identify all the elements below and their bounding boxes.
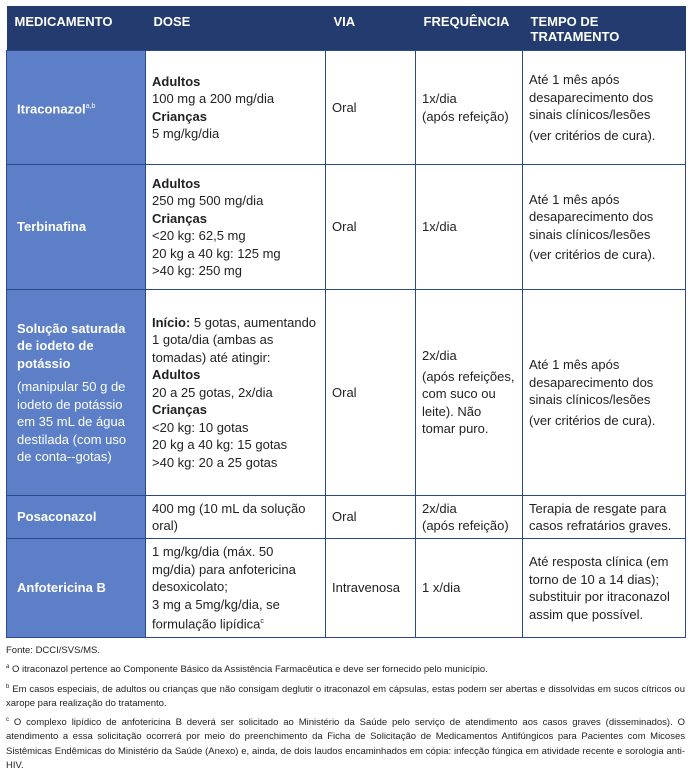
dose-alt [152, 596, 319, 633]
medication-name-text: Itraconazol [17, 100, 86, 116]
freq-main: 2x/dia [422, 500, 457, 516]
via-cell: Intravenosa [326, 539, 416, 638]
dose-adultos-label: Adultos [152, 73, 201, 89]
table-row [7, 539, 686, 638]
via-cell: Oral [326, 496, 416, 539]
dose-criancas-2: 20 kg a 40 kg: 15 gotas [152, 437, 288, 453]
tempo-detail: (ver critérios de cura). [529, 412, 656, 428]
tempo-cell [523, 51, 686, 165]
treatment-table [6, 6, 686, 638]
tempo-cell [523, 539, 686, 638]
header-frequencia: FREQUÊNCIA [416, 6, 523, 51]
medication-name-note: (manipular 50 g de iodeto de potássio em 35 mL de água destilada (com uso de conta--gotas) [17, 379, 127, 464]
dose-inicio-label: Início: [152, 314, 191, 330]
dose-criancas-3: >40 kg: 250 mg [152, 263, 242, 278]
dose-adultos: 100 mg a 200 mg/dia [152, 91, 275, 106]
dose-inicio [152, 314, 319, 367]
freq-cell [416, 51, 523, 165]
dose-cell [146, 290, 326, 496]
via-cell: Oral [326, 165, 416, 290]
tempo-cell [523, 290, 686, 496]
tempo-detail: (ver critérios de cura). [529, 247, 656, 262]
via-cell: Oral [326, 290, 416, 496]
header-medicamento: MEDICAMENTO [7, 6, 146, 51]
medication-name-text: Solução saturada de iodeto de potássio [17, 320, 126, 371]
medication-name: Posaconazol [7, 496, 146, 539]
freq-main: 1x/dia [422, 219, 457, 235]
via-cell: Oral [326, 51, 416, 165]
footnote-c-mark: c [6, 717, 9, 724]
footnote-a-text: O itraconazol pertence ao Componente Básico da Assistência Farmacêutica e deve ser fornecido pelo município. [11, 664, 488, 676]
dose-criancas-2: 20 kg a 40 kg: 125 mg [152, 245, 281, 261]
dose-adultos-label: Adultos [152, 367, 201, 383]
footnote-b [6, 680, 685, 712]
freq-detail: (após refeição) [422, 518, 509, 533]
dose-cell [146, 496, 326, 539]
dose-criancas-3: >40 kg: 20 a 25 gotas [152, 454, 278, 470]
dose-cell [146, 539, 326, 638]
freq-main: 1x/dia [422, 91, 457, 106]
table-row [7, 290, 686, 496]
tempo-main: Até resposta clínica (em torno de 10 a 14 dias); substituir por itraconazol assim que possível. [529, 554, 670, 622]
medication-name: Anfotericina B [7, 539, 146, 638]
medication-name [7, 51, 146, 165]
dose-criancas: 5 mg/kg/dia [152, 126, 220, 141]
dose-adultos-label: Adultos [152, 175, 201, 191]
footnote-a-mark: a [6, 664, 10, 671]
table-row [7, 51, 686, 165]
dose-cell [146, 165, 326, 290]
footnote-a [6, 660, 685, 677]
table-notes [6, 644, 685, 773]
dose-criancas-label: Crianças [152, 210, 207, 226]
header-tempo: TEMPO DE TRATAMENTO [523, 6, 686, 51]
source-note: Fonte: DCCI/SVS/MS. [6, 645, 100, 656]
tempo-main: Até 1 mês após desaparecimento dos sinais clínicos/lesões [529, 191, 654, 242]
freq-main: 2x/dia [422, 348, 457, 364]
tempo-cell [523, 165, 686, 290]
freq-cell [416, 539, 523, 638]
footnote-mark: c [260, 618, 264, 626]
medication-name: Terbinafina [7, 165, 146, 290]
dose-criancas-label: Crianças [152, 108, 207, 124]
footnote-b-text: Em casos especiais, de adultos ou crianças que não consigam deglutir o itraconazol em cápsulas, estas podem ser abertas e dissolvidas em sucos cítricos ou xarope para realização do tratamento. [6, 683, 685, 709]
dose-main: 1 mg/kg/dia (máx. 50 mg/dia) para anfotericina desoxicolato; [152, 544, 296, 595]
footnote-c-text: O complexo lipídico de anfotericina B deverá ser solicitado ao Ministério da Saúde pelo serviço de atendimento aos casos graves (disseminados). O atendimento a essa solicitação ocorrerá por meio do preenchimento da Ficha de Solicitação de Medicamentos Antifúngicos para Pacientes com Micoses Sistêmicas Endêmicas do Ministério da Saúde (Anexo) e, ainda, de dois laudos encaminhados em cópia: infecção fúngica em atividade recente e sorologia anti-HIV. [6, 717, 686, 771]
freq-detail: (após refeições, com suco ou leite). Não tomar puro. [422, 368, 515, 437]
tempo-cell [523, 496, 686, 539]
header-dose: DOSE [146, 6, 326, 51]
dose-alt-text: 3 mg a 5mg/kg/dia, se formulação lipídica [152, 596, 280, 632]
dose-criancas-1: <20 kg: 10 gotas [152, 419, 249, 435]
dose-criancas-label: Crianças [152, 402, 207, 418]
dose-criancas-1: <20 kg: 62,5 mg [152, 228, 246, 243]
table-row [7, 165, 686, 290]
freq-main: 1 x/dia [422, 580, 461, 596]
header-via: VIA [326, 6, 416, 51]
footnote-c [6, 713, 685, 773]
dose-adultos: 20 a 25 gotas, 2x/dia [152, 384, 273, 400]
table-row [7, 496, 686, 539]
tempo-main: Terapia de resgate para casos refratários graves. [529, 500, 672, 533]
treatment-table-container [6, 6, 685, 775]
dose-adultos: 250 mg 500 mg/dia [152, 193, 264, 208]
table-header-row [7, 6, 686, 51]
freq-cell [416, 165, 523, 290]
medication-name [7, 290, 146, 496]
tempo-main: Até 1 mês após desaparecimento dos sinais clínicos/lesões [529, 357, 654, 407]
tempo-detail: (ver critérios de cura). [529, 127, 656, 143]
freq-cell [416, 290, 523, 496]
dose-inicio-text: 5 gotas, aumentando 1 gota/dia (ambas as tomadas) até atingir: [152, 314, 317, 365]
dose-cell [146, 51, 326, 165]
freq-cell [416, 496, 523, 539]
footnote-mark: a,b [85, 102, 96, 110]
freq-detail: (após refeição) [422, 108, 509, 124]
footnote-b-mark: b [6, 683, 10, 690]
dose-main: 400 mg (10 mL da solução oral) [152, 500, 306, 533]
tempo-main: Até 1 mês após desaparecimento dos sinais clínicos/lesões [529, 72, 654, 122]
